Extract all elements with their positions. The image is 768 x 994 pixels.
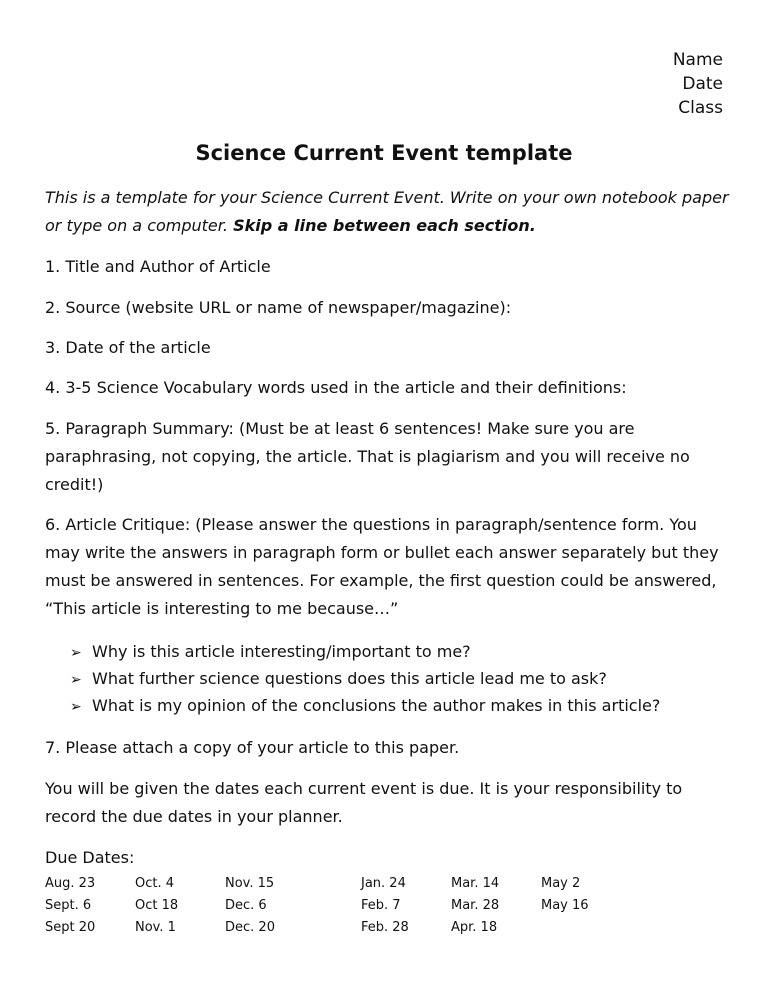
arrow-bullet-icon: ➢ (70, 699, 82, 715)
table-cell: Dec. 6 (225, 897, 267, 913)
item-summary: 5. Paragraph Summary: (Must be at least 6 sentences! Make sure you are paraphrasing, not copying, the article. That is plagiarism and you will receive no credit!) (45, 419, 690, 494)
arrow-bullet-icon: ➢ (70, 672, 82, 688)
list-item (70, 639, 735, 666)
item-source: 2. Source (website URL or name of newspaper/magazine): (45, 298, 512, 317)
table-cell: May 2 (541, 875, 581, 891)
list-item-text: Why is this article interesting/important to me? (92, 642, 471, 661)
table-cell: Nov. 15 (225, 875, 275, 891)
table-cell: Apr. 18 (451, 919, 498, 935)
due-dates-table (45, 872, 631, 938)
table-row (45, 872, 631, 894)
due-dates-label: Due Dates: (45, 848, 135, 867)
table-row (45, 894, 631, 916)
item-title-author: 1. Title and Author of Article (45, 257, 271, 276)
table-cell: Sept 20 (45, 919, 96, 935)
item-date: 3. Date of the article (45, 338, 211, 357)
table-cell: Oct. 4 (135, 875, 175, 891)
table-cell: Feb. 28 (361, 919, 409, 935)
intro-paragraph (45, 184, 735, 240)
name-label: Name (672, 50, 723, 70)
student-info-block (673, 48, 723, 120)
table-cell: Jan. 24 (361, 875, 406, 891)
arrow-bullet-icon: ➢ (70, 645, 82, 661)
list-item-text: What further science questions does this article lead me to ask? (92, 669, 607, 688)
critique-questions-list (70, 639, 735, 720)
table-cell: Oct 18 (135, 897, 179, 913)
intro-text: This is a template for your Science Current Event. Write on your own notebook paper or type on a computer. (45, 188, 729, 235)
table-cell: Dec. 20 (225, 919, 275, 935)
table-cell: Nov. 1 (135, 919, 176, 935)
item-vocabulary: 4. 3-5 Science Vocabulary words used in the article and their definitions: (45, 378, 627, 397)
intro-bold-instruction: Skip a line between each section. (233, 216, 536, 235)
item-attach-article: 7. Please attach a copy of your article to this paper. (45, 738, 460, 757)
table-cell: Mar. 14 (451, 875, 500, 891)
table-cell (541, 916, 631, 938)
table-cell: Aug. 23 (45, 875, 96, 891)
date-label: Date (682, 74, 723, 94)
table-cell: Mar. 28 (451, 897, 500, 913)
table-cell: Feb. 7 (361, 897, 401, 913)
item-critique: 6. Article Critique: (Please answer the questions in paragraph/sentence form. You may write the answers in paragraph form or bullet each answer separately but they must be answered in sentences. For example, the first question could be answered, “This article is interesting to me because…” (45, 515, 719, 618)
responsibility-paragraph: You will be given the dates each current event is due. It is your responsibility to record the due dates in your planner. (45, 779, 683, 826)
table-cell: May 16 (541, 897, 589, 913)
table-cell: Sept. 6 (45, 897, 92, 913)
list-item (70, 666, 735, 693)
table-row (45, 916, 631, 938)
page-title: Science Current Event template (195, 141, 573, 165)
list-item-text: What is my opinion of the conclusions the author makes in this article? (92, 696, 661, 715)
list-item (70, 693, 735, 720)
class-label: Class (678, 98, 723, 118)
